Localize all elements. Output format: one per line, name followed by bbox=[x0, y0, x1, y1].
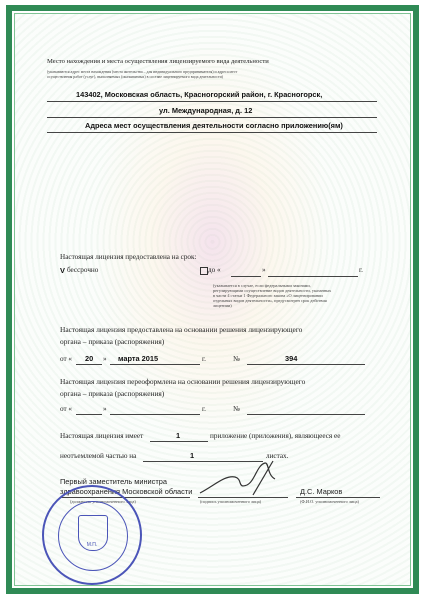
address-line-3: Адреса мест осуществления деятельности согласно приложению(ям) bbox=[85, 121, 343, 130]
address-line-2: ул. Международная, д. 12 bbox=[159, 106, 253, 115]
reissue-day-line bbox=[76, 414, 102, 415]
term-unlimited: бессрочно bbox=[67, 266, 99, 274]
term-note-4: отдельных видов деятельности», предусмотрен срок действия bbox=[213, 298, 327, 303]
basis-number-line bbox=[247, 364, 365, 365]
basis-line-1: Настоящая лицензия предоставлена на основании решения лицензирующего bbox=[60, 325, 303, 334]
appendix-count: 1 bbox=[176, 431, 181, 440]
term-note-2: регулирующими осуществление видов деятельности, указанных bbox=[213, 288, 332, 293]
stamp-text: М.П. bbox=[86, 542, 98, 548]
basis-year-suffix: г. bbox=[202, 355, 206, 363]
term-day-line bbox=[231, 276, 261, 277]
basis-month-line bbox=[110, 364, 200, 365]
reissue-line-2: органа – приказа (распоряжения) bbox=[60, 389, 165, 398]
header-line: Место нахождения и места осуществления лицензируемого вида деятельности bbox=[47, 58, 269, 65]
appendix-has-prefix: Настоящая лицензия имеет bbox=[60, 432, 144, 440]
signatory-position-1: Первый заместитель министра bbox=[60, 477, 167, 486]
term-note-1: (указывается в случае, если федеральными законами, bbox=[213, 283, 311, 288]
appendix-count-line bbox=[150, 441, 208, 442]
term-note-3: в части 4 статьи 1 Федерального закона «О лицензировании bbox=[213, 293, 323, 298]
basis-number-sign: № bbox=[233, 355, 240, 363]
term-year-suffix: г. bbox=[359, 266, 363, 274]
official-stamp bbox=[42, 485, 142, 585]
appendix-part-prefix: неотъемлемой частью на bbox=[60, 452, 137, 460]
reissue-number-line bbox=[247, 414, 365, 415]
appendix-part-suffix: листах. bbox=[266, 452, 289, 460]
basis-line-2: органа – приказа (распоряжения) bbox=[60, 337, 165, 346]
header-note-2: осуществления работ (услуг), выполняемых (оказываемых) в составе лицензируемого вида деятельности) bbox=[47, 75, 223, 79]
name-line bbox=[296, 497, 380, 498]
divider bbox=[47, 117, 377, 118]
basis-month-year: марта 2015 bbox=[118, 354, 159, 363]
divider bbox=[47, 132, 377, 133]
term-note-5: лицензии) bbox=[213, 303, 232, 308]
note-signature: (подпись уполномоченного лица) bbox=[200, 499, 262, 504]
term-day-close: » bbox=[262, 266, 266, 274]
appendix-has-suffix: приложение (приложения), являющееся ее bbox=[210, 432, 341, 440]
reissue-number-sign: № bbox=[233, 405, 240, 413]
address-line-1: 143402, Московская область, Красногорский район, г. Красногорск, bbox=[76, 90, 323, 99]
reissue-close: » bbox=[103, 405, 107, 413]
reissue-month-line bbox=[110, 414, 200, 415]
basis-close: » bbox=[103, 355, 107, 363]
note-position: (должность уполномоченного лица) bbox=[70, 499, 136, 504]
term-check-mark: V bbox=[60, 266, 65, 275]
divider bbox=[47, 101, 377, 102]
handwritten-signature bbox=[195, 455, 285, 500]
note-name: (Ф.И.О. уполномоченного лица) bbox=[300, 499, 359, 504]
basis-day: 20 bbox=[85, 354, 94, 363]
header-note-1: (указываются адрес места нахождения (места жительства – для индивидуального предпринимателя) и адреса мест bbox=[47, 70, 238, 74]
term-label: Настоящая лицензия предоставлена на срок: bbox=[60, 253, 197, 261]
basis-day-line bbox=[76, 364, 102, 365]
reissue-from: от « bbox=[60, 405, 73, 413]
appendix-sheets: 1 bbox=[190, 451, 195, 460]
term-until: до « bbox=[208, 266, 221, 274]
reissue-year-suffix: г. bbox=[202, 405, 206, 413]
signatory-name: Д.С. Марков bbox=[300, 487, 343, 496]
signatory-position-2: здравоохранения Московской области bbox=[60, 487, 193, 496]
basis-from: от « bbox=[60, 355, 73, 363]
term-month-line bbox=[268, 276, 358, 277]
basis-number: 394 bbox=[285, 354, 298, 363]
term-checkbox bbox=[200, 267, 208, 275]
reissue-line-1: Настоящая лицензия переоформлена на основании решения лицензирующего bbox=[60, 377, 306, 386]
